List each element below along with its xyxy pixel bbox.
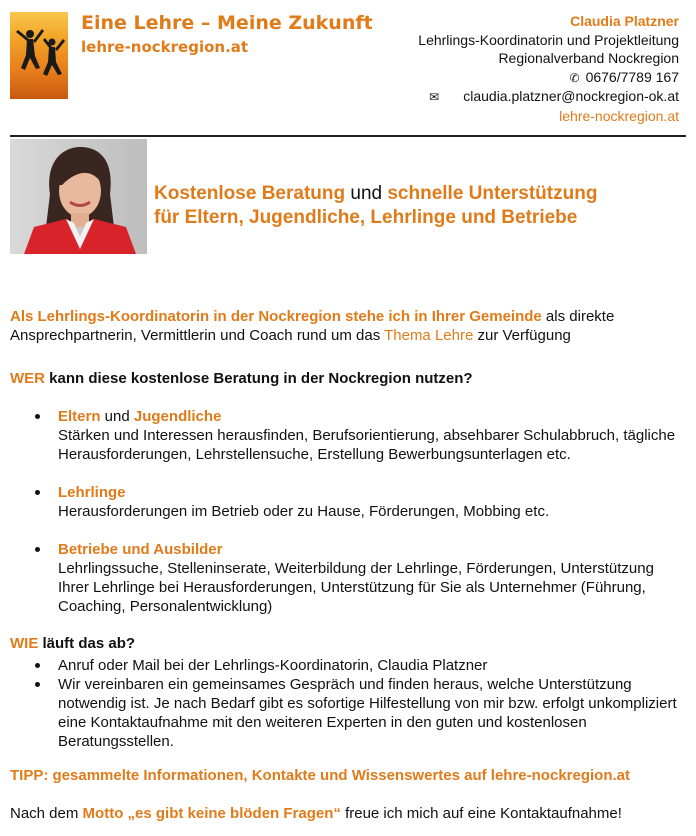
tipp-line: TIPP: gesammelte Informationen, Kontakte und Wissenswertes auf lehre-nockregion.at bbox=[10, 767, 630, 784]
contact-email[interactable]: claudia.platzner@nockregion-ok.at bbox=[463, 88, 679, 104]
header-divider bbox=[10, 135, 686, 137]
list-item bbox=[10, 483, 686, 521]
wer-heading bbox=[10, 369, 686, 388]
list-item-title-mid: und bbox=[100, 408, 134, 425]
intro-lead: Als Lehrlings-Koordinatorin in der Nockregion stehe ich in Ihrer Gemeinde bbox=[10, 308, 542, 325]
wer-question: kann diese kostenlose Beratung in der Nockregion nutzen? bbox=[45, 370, 473, 387]
list-item-title bbox=[58, 407, 686, 426]
list-item: Wir vereinbaren ein gemeinsames Gespräch und finden heraus, welche Unterstützung notwendig ist. Je nach Bedarf gibt es sofortige Hilfestellung von mir bzw. erfolgt unkompliziert eine Kontaktaufnahme mit den weiteren Experten in den guten und kostenlosen Beratungsstellen. bbox=[10, 675, 686, 751]
contact-name: Claudia Platzner bbox=[570, 13, 679, 29]
intro-text-1: als direkte Ansprechpartnerin, Vermittlerin und Coach rund um das bbox=[10, 308, 615, 344]
list-item bbox=[10, 407, 686, 464]
contact-role: Lehrlings-Koordinatorin und Projektleitung bbox=[418, 31, 679, 48]
contact-phone[interactable]: 0676/7789 167 bbox=[585, 68, 679, 85]
list-item-desc: Stärken und Interessen herausfinden, Berufsorientierung, absehbarer Schulabbruch, tägliche Herausforderungen, Lehrstellensuche, Erstellung Bewerbungsunterlagen etc. bbox=[58, 427, 676, 463]
headline-line-1 bbox=[154, 182, 597, 206]
brand-url[interactable]: lehre-nockregion.at bbox=[81, 38, 249, 56]
closing-post: freue ich mich auf eine Kontaktaufnahme! bbox=[340, 805, 622, 822]
wie-heading bbox=[10, 634, 686, 653]
intro-link: Thema Lehre bbox=[384, 327, 474, 344]
wie-question: läuft das ab? bbox=[38, 635, 136, 652]
contact-phone-row bbox=[418, 68, 679, 88]
email-icon: ✉ bbox=[429, 90, 440, 104]
wie-key: WIE bbox=[10, 635, 39, 652]
closing-pre: Nach dem bbox=[10, 805, 83, 822]
portrait-photo bbox=[10, 139, 147, 254]
headline bbox=[154, 182, 597, 230]
list-item-desc: Herausforderungen im Betrieb oder zu Hause, Förderungen, Mobbing etc. bbox=[58, 503, 550, 520]
contact-email-row bbox=[418, 87, 679, 107]
contact-block bbox=[418, 12, 679, 125]
list-item-title: Betriebe und Ausbilder bbox=[58, 541, 223, 558]
logo-image bbox=[10, 12, 68, 99]
list-item bbox=[10, 540, 686, 616]
closing-line bbox=[10, 804, 686, 823]
list-item-title: Lehrlinge bbox=[58, 484, 126, 501]
wie-list bbox=[10, 656, 686, 751]
headline-line-2: für Eltern, Jugendliche, Lehrlinge und Betriebe bbox=[154, 207, 578, 228]
intro-paragraph bbox=[10, 307, 686, 345]
brand-title: Eine Lehre – Meine Zukunft bbox=[81, 12, 373, 34]
headline-part-3: schnelle Unterstützung bbox=[387, 183, 598, 204]
headline-part-1: Kostenlose Beratung bbox=[154, 183, 346, 204]
list-item-title-b: Jugendliche bbox=[133, 408, 222, 425]
phone-icon: ✆ bbox=[569, 70, 580, 85]
intro-text-2: zur Verfügung bbox=[473, 327, 571, 344]
jumping-people-silhouette bbox=[10, 12, 68, 99]
closing-motto: Motto „es gibt keine blöden Fragen“ bbox=[82, 805, 341, 822]
list-item: Anruf oder Mail bei der Lehrlings-Koordinatorin, Claudia Platzner bbox=[10, 656, 686, 675]
list-item-desc: Lehrlingssuche, Stelleninserate, Weiterbildung der Lehrlinge, Förderungen, Unterstützung Ihrer Lehrlinge bei Herausforderungen, Unterstützung für Sie als Unternehmer (Führung, Coaching, Personalentwicklung) bbox=[58, 560, 654, 615]
headline-part-2: und bbox=[345, 183, 388, 204]
contact-org: Regionalverband Nockregion bbox=[498, 50, 679, 66]
wer-key: WER bbox=[10, 370, 45, 387]
contact-web[interactable]: lehre-nockregion.at bbox=[559, 107, 679, 124]
list-item-title-a: Eltern bbox=[58, 408, 101, 425]
wer-list bbox=[10, 407, 686, 616]
